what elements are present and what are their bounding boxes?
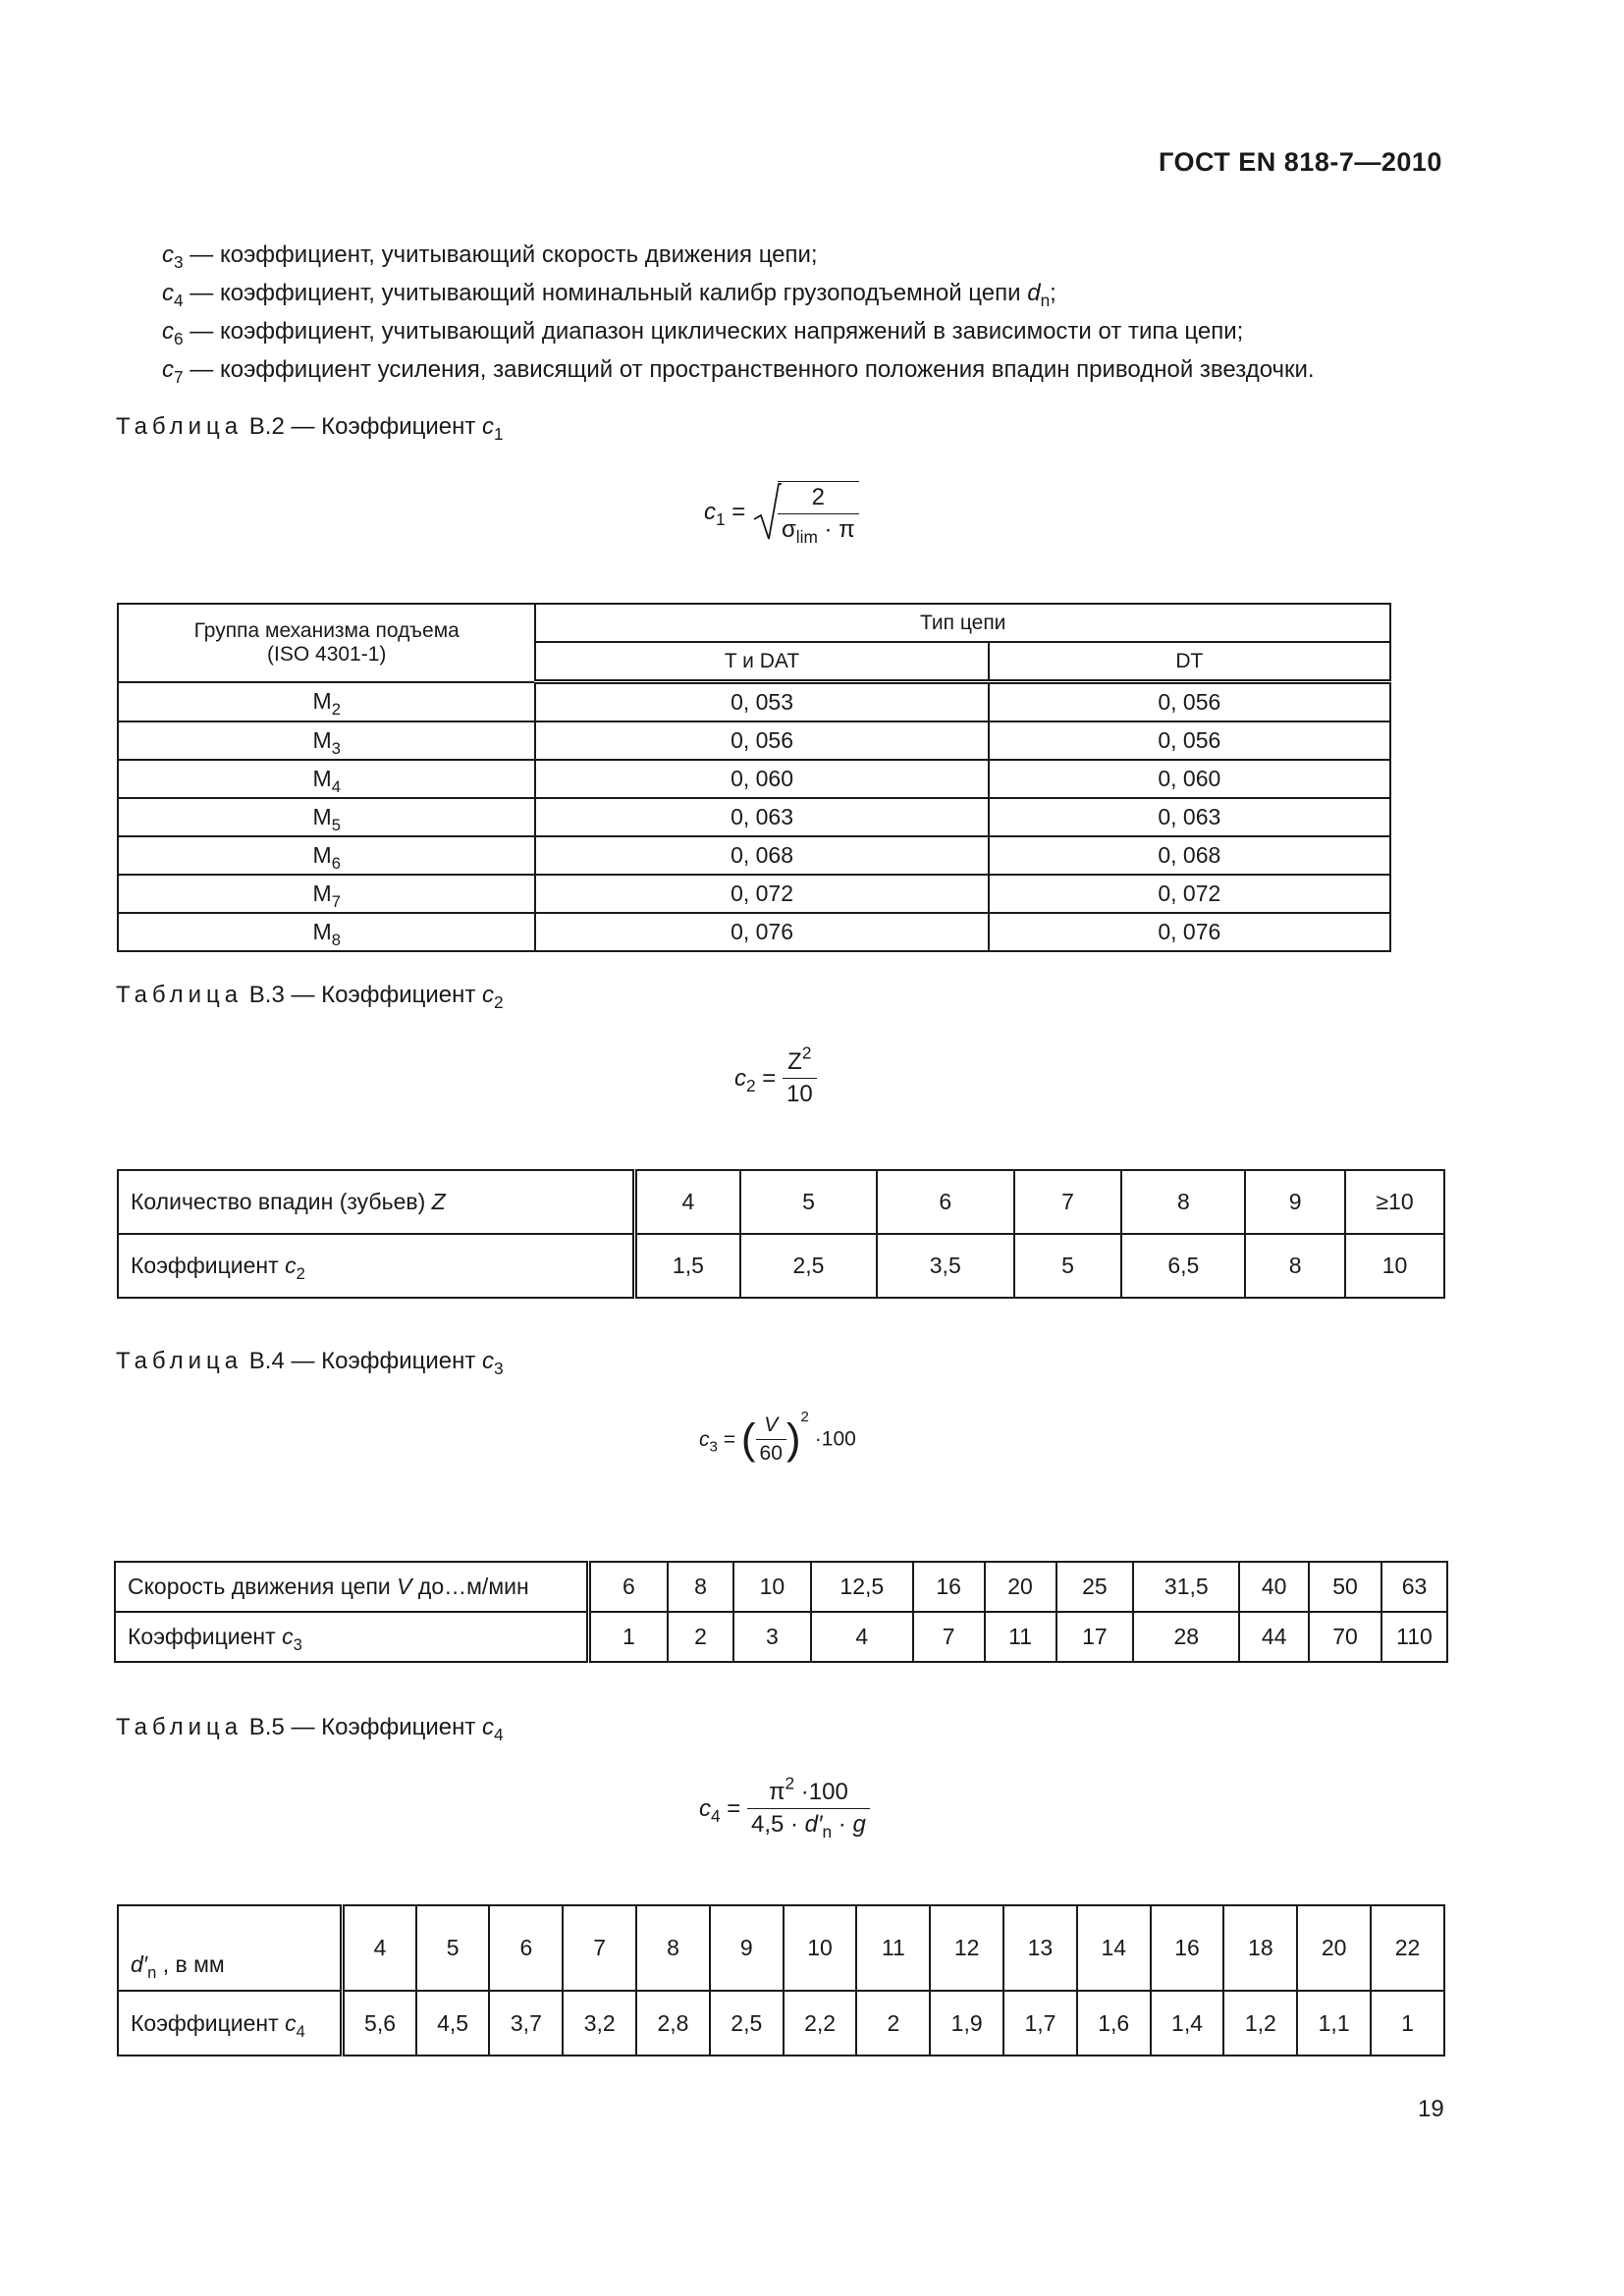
table-cell: 1,4 [1151, 1991, 1224, 2056]
table-cell: 0, 068 [989, 836, 1390, 875]
definition-c4: $c_4$ — коэффициент, учитывающий номинальный калибр грузоподъемной цепи $d_n$; [162, 280, 1056, 311]
header-chain-type: Тип цепи [535, 604, 1390, 642]
table-cell: 2 [856, 1991, 930, 2056]
table-row [118, 836, 1390, 875]
table-cell: $M_8$ [118, 913, 535, 951]
table-cell: 2,8 [636, 1991, 710, 2056]
table-cell: 1,5 [634, 1234, 740, 1298]
definition-c6: $c_6$ — коэффициент, учитывающий диапазон циклических напряжений в зависимости от типа цепи; [162, 318, 1244, 349]
table-cell: 7 [563, 1905, 636, 1991]
table-cell: 0, 076 [535, 913, 988, 951]
table-cell: 17 [1056, 1612, 1134, 1662]
table-cell: 2,5 [740, 1234, 877, 1298]
table-cell: 0, 063 [989, 798, 1390, 836]
table-row [118, 682, 1390, 722]
table-cell: 0, 056 [989, 682, 1390, 722]
formula-c2: $c_2$ = $\frac{Z^2}{10}$ [734, 1048, 817, 1108]
table-b5 [117, 1904, 1445, 2056]
table-cell: 11 [856, 1905, 930, 1991]
table-b2 [117, 603, 1391, 952]
table-cell: ≥10 [1345, 1170, 1444, 1234]
table-cell: 5 [1014, 1234, 1122, 1298]
table-b3 [117, 1169, 1445, 1299]
document-code: ГОСТ EN 818-7—2010 [1159, 147, 1442, 177]
table-row [118, 798, 1390, 836]
table-cell: 4 [811, 1612, 913, 1662]
table-cell: 1,7 [1003, 1991, 1077, 2056]
table-cell: Коэффициент $c_4$ [118, 1991, 343, 2056]
table-cell: Количество впадин (зубьев) Z [118, 1170, 634, 1234]
table-cell: 3,2 [563, 1991, 636, 2056]
table-cell: 14 [1077, 1905, 1151, 1991]
table-cell: 12,5 [811, 1562, 913, 1612]
table-cell: 1,1 [1297, 1991, 1371, 2056]
table-cell: 9 [710, 1905, 784, 1991]
table-cell: 3,7 [489, 1991, 563, 2056]
header-t-dat: T и DAT [535, 642, 988, 682]
table-cell: 0, 053 [535, 682, 988, 722]
table-cell: 2,2 [784, 1991, 857, 2056]
table-row [118, 875, 1390, 913]
table-cell: 25 [1056, 1562, 1134, 1612]
table-cell: 5 [416, 1905, 490, 1991]
caption-table-b3: Таблица В.3 — Коэффициент $c_2$ [116, 982, 504, 1013]
table-cell: 44 [1239, 1612, 1309, 1662]
table-row [118, 1991, 1444, 2056]
table-cell: 5 [740, 1170, 877, 1234]
table-cell: 6 [877, 1170, 1014, 1234]
table-row [118, 1170, 1444, 1234]
table-cell: 22 [1371, 1905, 1444, 1991]
page-number: 19 [1418, 2096, 1444, 2122]
caption-table-b2: Таблица В.2 — Коэффициент $c_1$ [116, 413, 504, 445]
table-cell: 11 [985, 1612, 1056, 1662]
formula-c4: $c_4$ = $\frac{\pi^2 \cdot 100}{4,5 \cdot d'_n \cdot g}$ [699, 1779, 870, 1839]
table-cell: Коэффициент $c_3$ [115, 1612, 588, 1662]
table-b4 [114, 1561, 1448, 1663]
table-cell: 0, 056 [989, 721, 1390, 760]
table-cell: 10 [1345, 1234, 1444, 1298]
table-cell: 1,9 [930, 1991, 1003, 2056]
table-cell: 63 [1381, 1562, 1447, 1612]
table-cell: Скорость движения цепи V до…м/мин [115, 1562, 588, 1612]
definition-c3: $c_3$ — коэффициент, учитывающий скорость движения цепи; [162, 241, 818, 273]
table-cell: 7 [913, 1612, 985, 1662]
table-row [118, 721, 1390, 760]
table-cell: 0, 076 [989, 913, 1390, 951]
caption-table-b5: Таблица В.5 — Коэффициент $c_4$ [116, 1714, 504, 1745]
table-row [118, 1234, 1444, 1298]
table-cell: 8 [1245, 1234, 1345, 1298]
caption-table-b4: Таблица В.4 — Коэффициент $c_3$ [116, 1348, 504, 1379]
table-cell: 2,5 [710, 1991, 784, 2056]
table-cell: 70 [1309, 1612, 1381, 1662]
table-cell: 4 [343, 1905, 416, 1991]
table-cell: 40 [1239, 1562, 1309, 1612]
table-cell: $M_4$ [118, 760, 535, 798]
table-cell: 6 [489, 1905, 563, 1991]
table-cell: 3 [733, 1612, 811, 1662]
table-cell: 2 [668, 1612, 733, 1662]
header-dt: DT [989, 642, 1390, 682]
table-cell: 13 [1003, 1905, 1077, 1991]
table-cell: 8 [1121, 1170, 1245, 1234]
table-cell: $M_3$ [118, 721, 535, 760]
table-cell: 12 [930, 1905, 1003, 1991]
formula-c3: $c_3$ = ( $\frac{V}{60}$ )$^2$ ·100 [699, 1408, 856, 1465]
table-cell: $M_6$ [118, 836, 535, 875]
table-cell: 1,2 [1223, 1991, 1297, 2056]
table-cell: 1,6 [1077, 1991, 1151, 2056]
table-cell: 10 [784, 1905, 857, 1991]
table-cell: 1 [588, 1612, 668, 1662]
table-cell: 28 [1133, 1612, 1239, 1662]
table-row [115, 1562, 1447, 1612]
table-cell: 0, 060 [989, 760, 1390, 798]
table-row [118, 913, 1390, 951]
definitions-list [162, 236, 1315, 389]
table-cell: 5,6 [343, 1991, 416, 2056]
table-row [115, 1612, 1447, 1662]
table-cell: 0, 060 [535, 760, 988, 798]
table-cell: $d'_n$ , в мм [118, 1905, 343, 1991]
table-cell: 0, 068 [535, 836, 988, 875]
table-cell: 4 [634, 1170, 740, 1234]
table-cell: 16 [1151, 1905, 1224, 1991]
table-cell: Коэффициент $c_2$ [118, 1234, 634, 1298]
table-cell: 0, 063 [535, 798, 988, 836]
table-cell: 20 [1297, 1905, 1371, 1991]
table-cell: $M_7$ [118, 875, 535, 913]
header-group: Группа механизма подъема (ISO 4301-1) [118, 604, 535, 682]
table-cell: 3,5 [877, 1234, 1014, 1298]
definition-c7: $c_7$ — коэффициент усиления, зависящий от пространственного положения впадин приводной звездочки. [162, 356, 1315, 388]
table-row [118, 760, 1390, 798]
table-cell: $M_5$ [118, 798, 535, 836]
table-cell: 31,5 [1133, 1562, 1239, 1612]
table-cell: 6,5 [1121, 1234, 1245, 1298]
right-paren: ) [785, 1415, 801, 1464]
table-cell: 4,5 [416, 1991, 490, 2056]
table-cell: 10 [733, 1562, 811, 1612]
table-cell: $M_2$ [118, 682, 535, 722]
table-cell: 1 [1371, 1991, 1444, 2056]
table-cell: 6 [588, 1562, 668, 1612]
table-cell: 8 [636, 1905, 710, 1991]
table-cell: 9 [1245, 1170, 1345, 1234]
table-cell: 20 [985, 1562, 1056, 1612]
table-cell: 110 [1381, 1612, 1447, 1662]
table-cell: 18 [1223, 1905, 1297, 1991]
table-cell: 0, 056 [535, 721, 988, 760]
table-cell: 16 [913, 1562, 985, 1612]
table-cell: 7 [1014, 1170, 1122, 1234]
table-cell: 8 [668, 1562, 733, 1612]
table-cell: 50 [1309, 1562, 1381, 1612]
table-cell: 0, 072 [989, 875, 1390, 913]
formula-c1: $c_1$ = $\frac{2}{\sigma_{lim} \cdot \pi}$ [704, 481, 859, 544]
table-row [118, 1905, 1444, 1991]
left-paren: ( [740, 1415, 756, 1464]
table-cell: 0, 072 [535, 875, 988, 913]
